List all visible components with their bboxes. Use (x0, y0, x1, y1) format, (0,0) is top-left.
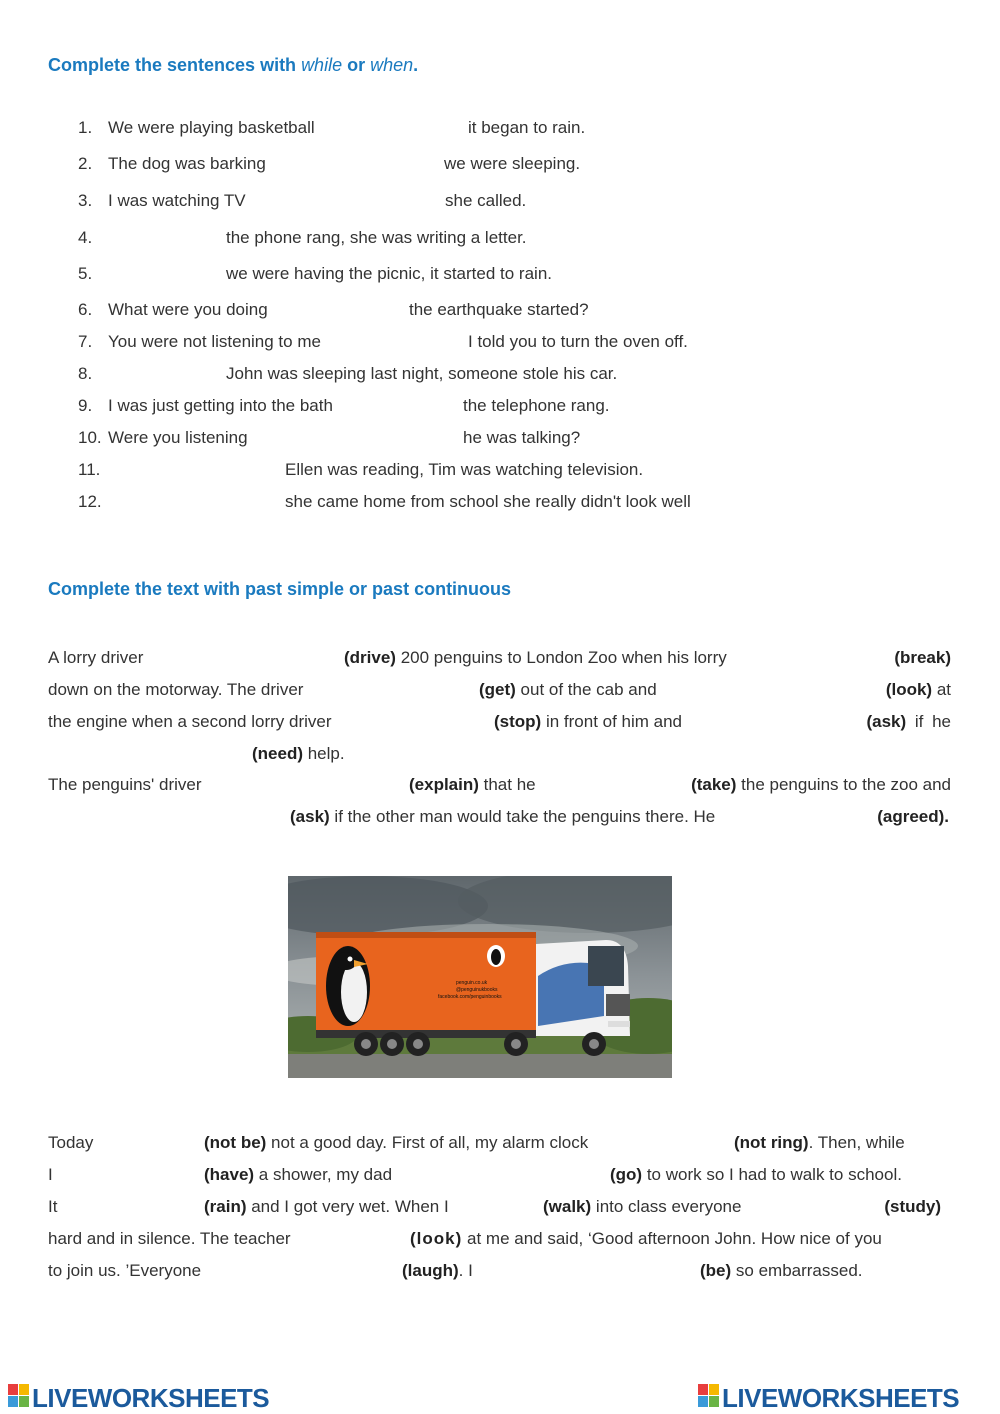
answer-blank-5[interactable] (108, 263, 220, 285)
verb-hint: (agreed). (877, 807, 949, 826)
item-text: she called. (445, 191, 527, 210)
text: (ask) if he (866, 712, 951, 731)
item-text: she came home from school she really didn't look well (285, 492, 691, 511)
item-text: You were not listening to me (108, 332, 321, 351)
item-text: I told you to turn the oven off. (468, 332, 688, 351)
item-number: 1. (78, 118, 93, 137)
liveworksheets-logo-left: LIVEWORKSHEETS (32, 1383, 270, 1413)
blank-be[interactable] (486, 1260, 694, 1282)
item-number: 7. (78, 332, 93, 351)
text: (explain) that he (409, 775, 536, 794)
item-text: the telephone rang. (463, 396, 610, 415)
item-text: I was just getting into the bath (108, 396, 333, 415)
answer-blank-6[interactable] (288, 299, 402, 321)
text: (walk) into class everyone (543, 1197, 742, 1216)
item-number: 8. (78, 364, 93, 383)
answer-blank-7[interactable] (348, 331, 460, 353)
item-text: we were having the picnic, it started to rain. (226, 264, 552, 283)
blank-not-be[interactable] (104, 1132, 198, 1154)
text: (go) to work so I had to walk to school. (610, 1165, 902, 1184)
text: The penguins' driver (48, 775, 202, 794)
blank-have[interactable] (60, 1164, 198, 1186)
liveworksheets-logo-icon (698, 1384, 720, 1408)
answer-blank-10[interactable] (266, 427, 456, 449)
text: (have) a shower, my dad (204, 1165, 393, 1184)
text: to join us. ’Everyone (48, 1261, 202, 1280)
answer-blank-2[interactable] (285, 153, 435, 175)
text: (be) so embarrassed. (700, 1261, 863, 1280)
item-text: I was watching TV (108, 191, 246, 210)
blank-agreed[interactable] (760, 806, 864, 828)
verb-hint: (study) (884, 1197, 941, 1216)
blank-break[interactable] (768, 647, 883, 669)
text: down on the motorway. The driver (48, 680, 304, 699)
item-text: we were sleeping. (444, 154, 581, 173)
blank-ask[interactable] (706, 711, 856, 733)
answer-blank-8[interactable] (108, 363, 220, 385)
item-text: Ellen was reading, Tim was watching television. (285, 460, 644, 479)
item-number: 10. (78, 428, 102, 447)
text: (stop) in front of him and (494, 712, 683, 731)
text: (laugh). I (402, 1261, 473, 1280)
text: (not be) not a good day. First of all, my alarm clock (204, 1133, 589, 1152)
item-number: 6. (78, 300, 93, 319)
text: (ask) if the other man would take the penguins there. He (290, 807, 716, 826)
item-number: 9. (78, 396, 93, 415)
penguin-lorry-photo (288, 876, 672, 1078)
blank-laugh[interactable] (218, 1260, 396, 1282)
blank-need[interactable] (48, 743, 244, 765)
item-number: 12. (78, 492, 102, 511)
blank-drive[interactable] (160, 647, 338, 669)
text: Today (48, 1133, 94, 1152)
item-text: it began to rain. (468, 118, 586, 137)
text: (take) the penguins to the zoo and (691, 775, 951, 794)
item-text: The dog was barking (108, 154, 266, 173)
text: (rain) and I got very wet. When I (204, 1197, 449, 1216)
lorry-side-text: facebook.com/penguinbooks (438, 994, 502, 1000)
answer-blank-11[interactable] (108, 459, 278, 481)
text: (not ring). Then, while (734, 1133, 905, 1152)
answer-blank-3[interactable] (265, 190, 435, 212)
liveworksheets-logo-icon (8, 1384, 30, 1408)
text: (look) at me and said, ‘Good afternoon John. How nice of you (410, 1229, 882, 1248)
blank-get[interactable] (332, 679, 472, 701)
item-number: 4. (78, 228, 93, 247)
blank-look[interactable] (680, 679, 872, 701)
item-number: 2. (78, 154, 93, 173)
lorry-side-text: penguin.co.uk (456, 980, 488, 986)
blank-look-2[interactable] (324, 1228, 404, 1250)
text: A lorry driver (48, 648, 144, 667)
answer-blank-1[interactable] (335, 117, 460, 139)
blank-ask-2[interactable] (48, 806, 284, 828)
blank-study[interactable] (774, 1196, 874, 1218)
item-text: he was talking? (463, 428, 581, 447)
text: (look) at (885, 680, 951, 699)
item-number: 5. (78, 264, 93, 283)
item-text: What were you doing (108, 300, 268, 319)
answer-blank-12[interactable] (108, 491, 278, 513)
text: the engine when a second lorry driver (48, 712, 332, 731)
item-text: the phone rang, she was writing a letter. (226, 228, 527, 247)
lorry-illustration (288, 876, 672, 1078)
lorry-side-text: @penguinukbooks (456, 987, 498, 993)
blank-take[interactable] (556, 774, 650, 796)
item-number: 3. (78, 191, 93, 210)
liveworksheets-logo-right: LIVEWORKSHEETS (722, 1383, 960, 1413)
item-text: Were you listening (108, 428, 248, 447)
answer-blank-4[interactable] (108, 227, 220, 249)
item-text: the earthquake started? (409, 300, 589, 319)
section1-heading: Complete the sentences with while or when. (48, 55, 419, 75)
text: (drive) 200 penguins to London Zoo when his lorry (344, 648, 727, 667)
text: I (48, 1165, 53, 1184)
blank-walk[interactable] (464, 1196, 536, 1218)
item-number: 11. (78, 460, 101, 479)
answer-blank-9[interactable] (360, 395, 456, 417)
blank-not-ring[interactable] (636, 1132, 728, 1154)
blank-stop[interactable] (362, 711, 488, 733)
item-text: We were playing basketball (108, 118, 315, 137)
blank-explain[interactable] (222, 774, 402, 796)
text: hard and in silence. The teacher (48, 1229, 291, 1248)
text: It (48, 1197, 58, 1216)
text: (need) help. (252, 744, 345, 763)
verb-hint: (break) (894, 648, 951, 667)
blank-go[interactable] (418, 1164, 604, 1186)
item-text: John was sleeping last night, someone stole his car. (226, 364, 618, 383)
text: (get) out of the cab and (479, 680, 657, 699)
section2-heading: Complete the text with past simple or past continuous (48, 579, 512, 599)
blank-rain[interactable] (64, 1196, 198, 1218)
